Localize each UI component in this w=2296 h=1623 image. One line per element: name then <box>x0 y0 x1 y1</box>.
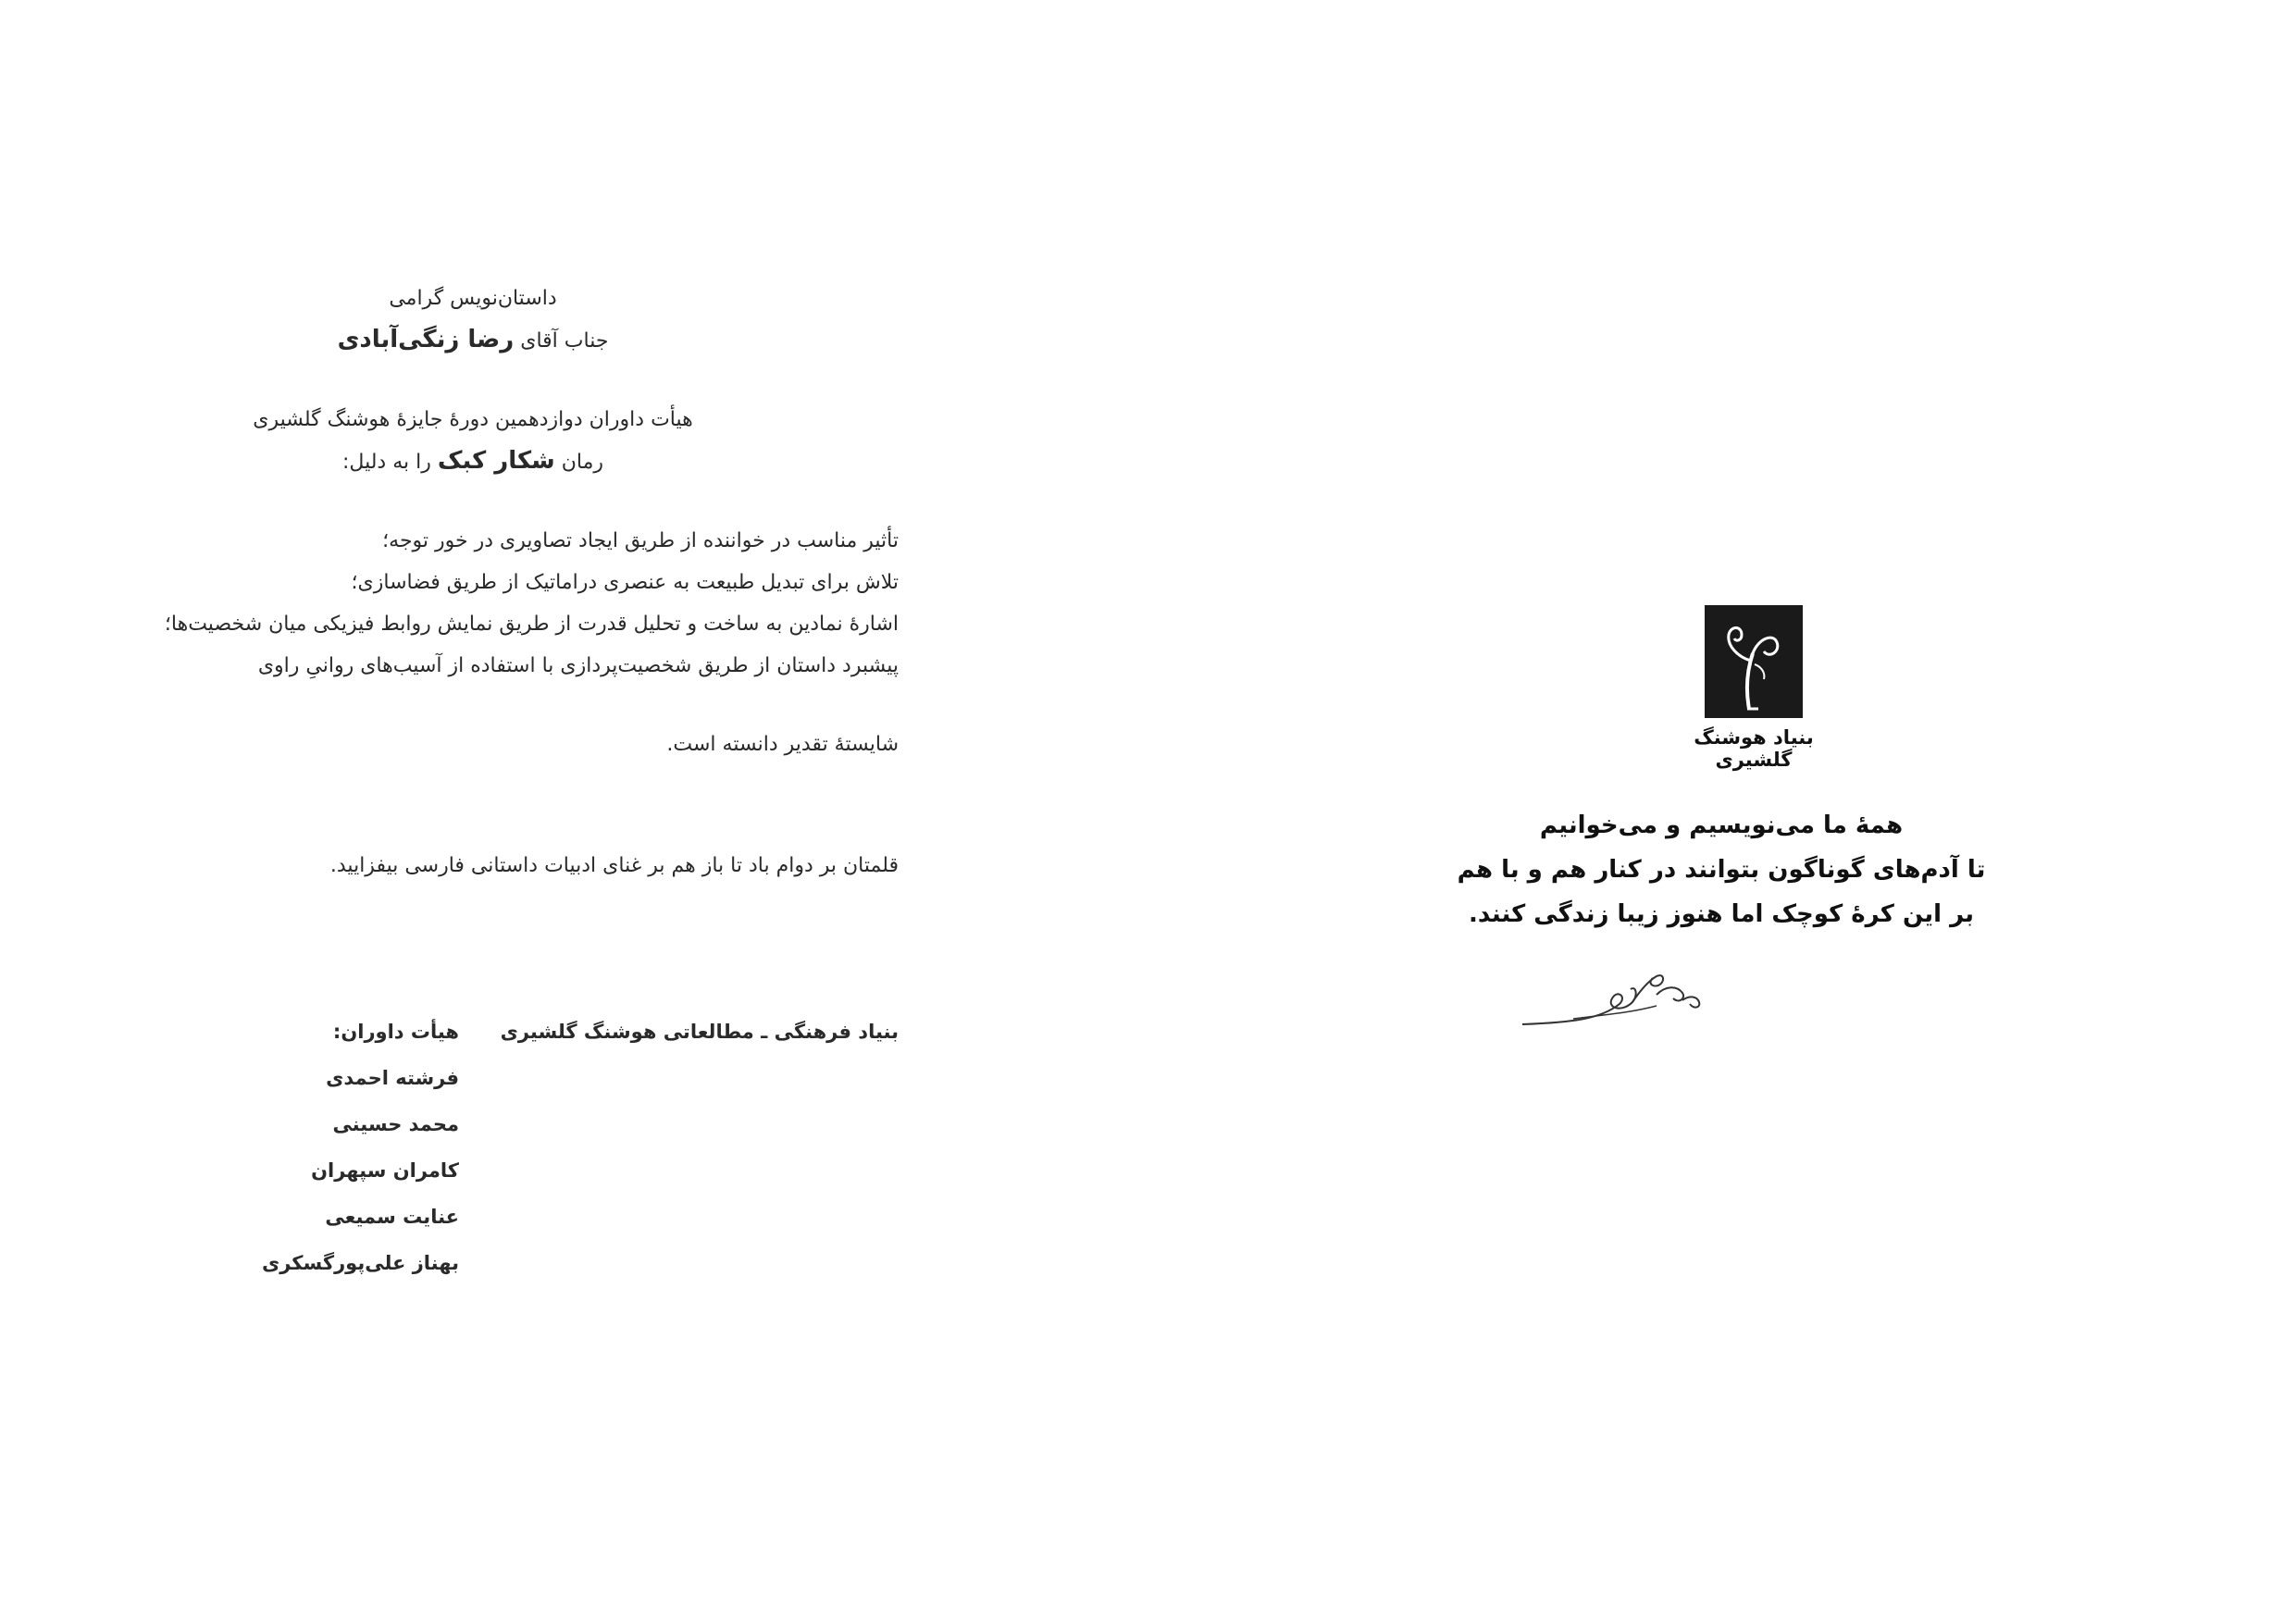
novel-line <box>242 440 704 483</box>
foundation-logo-icon <box>1705 605 1803 718</box>
motto-line: تا آدم‌های گوناگون بتوانند در کنار هم و با هم <box>1457 856 1986 884</box>
novel-title: شکار کبک <box>437 447 555 475</box>
jury-line: هیأت داوران دوازدهمین دورهٔ جایزهٔ هوشنگ گلشیری <box>253 408 693 431</box>
reason-item: تأثیر مناسب در خواننده از طریق ایجاد تصاویری در خور توجه؛ <box>382 529 899 552</box>
closing-wish: قلمتان بر دوام باد تا باز هم بر غنای ادبیات داستانی فارسی بیفزایید. <box>329 854 899 877</box>
addressee-line <box>242 319 704 362</box>
jury-member: محمد حسینی <box>332 1113 459 1135</box>
jury-member: فرشته احمدی <box>326 1067 459 1089</box>
jury-list <box>262 1009 459 1286</box>
logo-label: بنیاد هوشنگ گلشیری <box>1694 726 1814 771</box>
novel-suffix: را به دلیل: <box>342 451 431 474</box>
foundation-logo <box>1705 605 1803 718</box>
jury-title: هیأت داوران: <box>332 1021 459 1043</box>
jury-member: عنایت سمیعی <box>325 1206 459 1228</box>
salutation: داستان‌نویس گرامی <box>389 287 557 310</box>
jury-member: بهناز علی‌پورگسکری <box>261 1252 459 1274</box>
letter-body <box>0 278 899 886</box>
motto-line: بر این کرهٔ کوچک اما هنوز زیبا زندگی کنند. <box>1468 900 1975 928</box>
novel-prefix: رمان <box>561 451 603 474</box>
addressee-prefix: جناب آقای <box>520 329 609 353</box>
signature-icon <box>1518 948 1721 1032</box>
reason-item: پیشبرد داستان از طریق شخصیت‌پردازی با استفاده از آسیب‌های روانیِ راوی <box>257 654 899 677</box>
jury-member: کامران سپهران <box>311 1159 459 1182</box>
foundation-signature: بنیاد فرهنگی ـ مطالعاتی هوشنگ گلشیری <box>500 1021 899 1043</box>
handwritten-signature <box>1518 948 1721 1035</box>
motto-line: همهٔ ما می‌نویسیم و می‌خوانیم <box>1539 812 1904 839</box>
conclusion: شایستهٔ تقدیر دانسته است. <box>666 733 899 756</box>
reason-item: تلاش برای تبدیل طبیعت به عنصری دراماتیک از طریق فضاسازی؛ <box>351 571 899 594</box>
motto <box>1444 803 1999 936</box>
reason-item: اشارهٔ نمادین به ساخت و تحلیل قدرت از طریق نمایش روابط فیزیکی میان شخصیت‌ها؛ <box>164 613 899 636</box>
addressee-name: رضا زنگی‌آبادی <box>337 326 515 353</box>
